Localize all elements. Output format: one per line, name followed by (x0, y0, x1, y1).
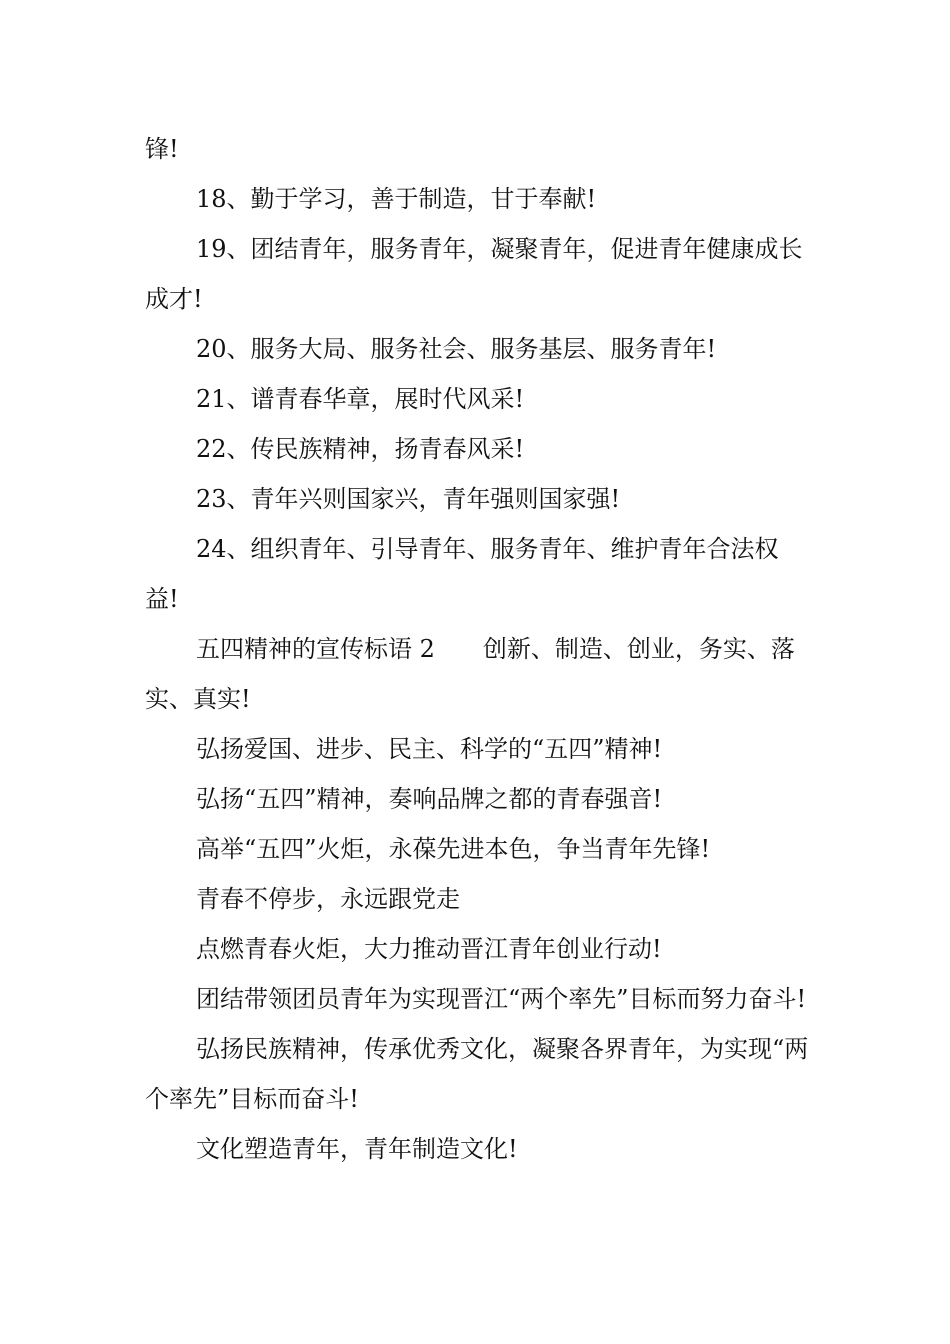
paragraph: 点燃青春火炬，大力推动晋江青年创业行动! (196, 935, 662, 963)
document-body (145, 124, 810, 1174)
paragraph: 19、团结青年，服务青年，凝聚青年，促进青年健康成长成才! (145, 235, 803, 313)
paragraph: 弘扬民族精神，传承优秀文化，凝聚各界青年，为实现“两个率先”目标而奋斗! (145, 1035, 809, 1113)
paragraph: 团结带领团员青年为实现晋江“两个率先”目标而努力奋斗! (196, 985, 807, 1013)
paragraph: 高举“五四”火炬，永葆先进本色，争当青年先锋! (196, 835, 711, 863)
paragraph: 23、青年兴则国家兴，青年强则国家强! (196, 485, 621, 513)
paragraph: 文化塑造青年，青年制造文化! (196, 1135, 518, 1163)
paragraph: 弘扬“五四”精神，奏响品牌之都的青春强音! (196, 785, 663, 813)
section-heading-paragraph: 五四精神的宣传标语 2 创新、制造、创业，务实、落实、真实! (145, 635, 795, 713)
paragraph: 青春不停步，永远跟党走 (196, 885, 460, 913)
paragraph: 24、组织青年、引导青年、服务青年、维护青年合法权益! (145, 535, 779, 613)
paragraph: 18、勤于学习，善于制造，甘于奉献! (196, 185, 597, 213)
paragraph: 22、传民族精神，扬青春风采! (196, 435, 525, 463)
paragraph: 21、谱青春华章，展时代风采! (196, 385, 525, 413)
paragraph: 弘扬爱国、进步、民主、科学的“五四”精神! (196, 735, 663, 763)
paragraph: 20、服务大局、服务社会、服务基层、服务青年! (196, 335, 717, 363)
paragraph: 锋! (145, 135, 179, 163)
